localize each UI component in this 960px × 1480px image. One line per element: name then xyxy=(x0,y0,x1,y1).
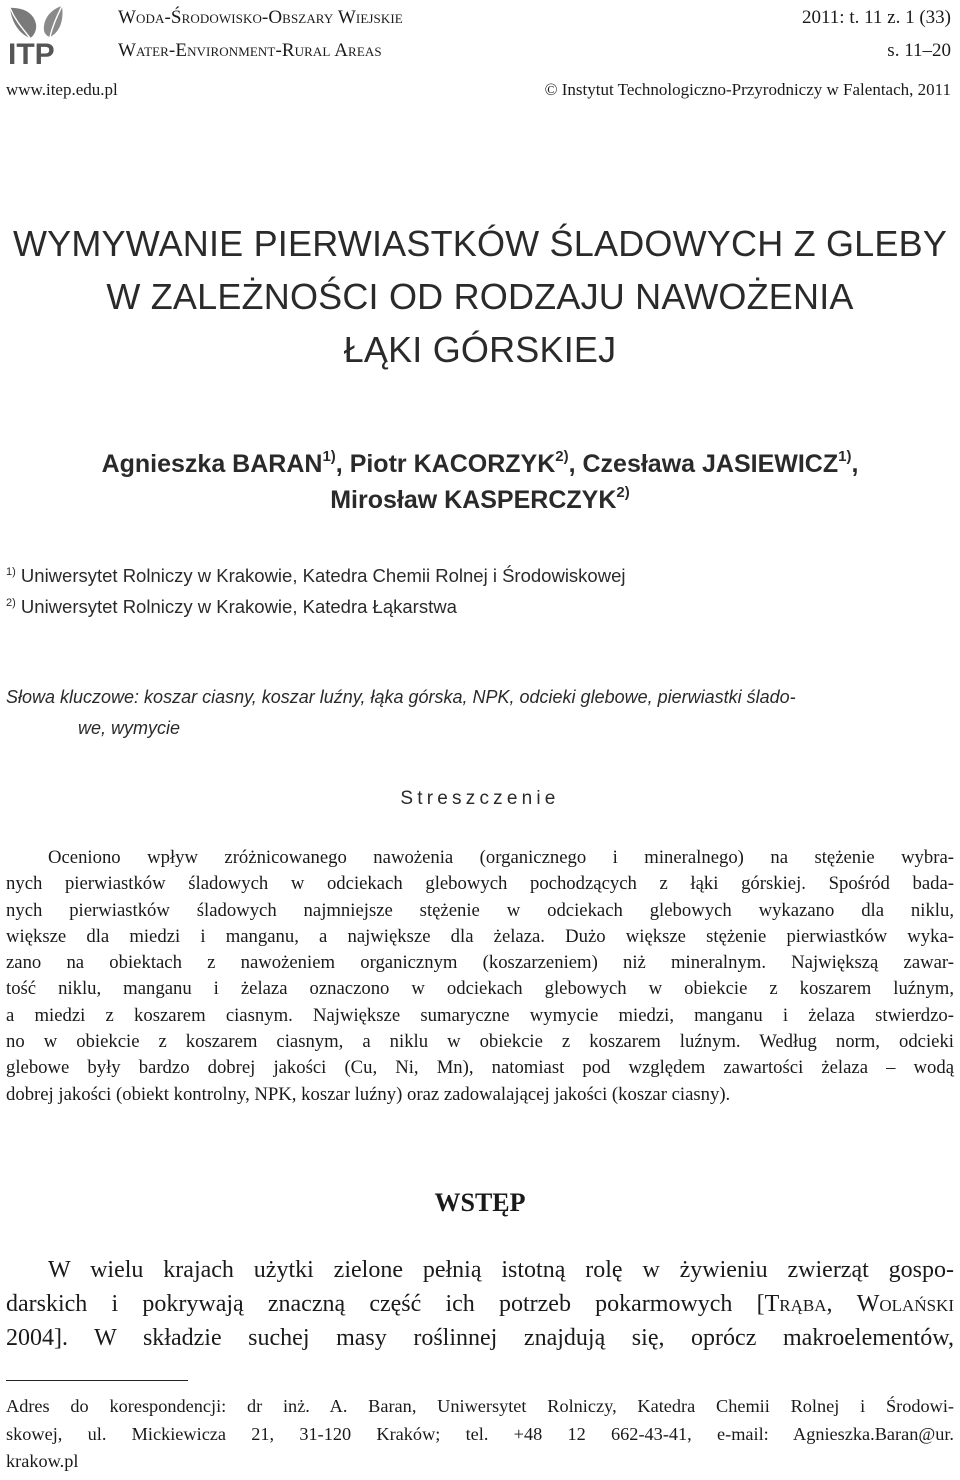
affiliation-2 xyxy=(6,591,457,623)
footnote-line: skowej, ul. Mickiewicza 21, 31-120 Kraków; tel. +48 12 662-43-41, e-mail: Agnieszka.Baran@ur. xyxy=(6,1423,954,1444)
citation-author: Trąba xyxy=(764,1291,827,1317)
author-name: Czesława JASIEWICZ xyxy=(582,450,839,478)
author-line-1: Agnieszka BARAN$^{1)}$, Piotr KACORZYK$^{2)}$, Czesława JASIEWICZ$^{1)}$, xyxy=(101,447,859,478)
author-line-2 xyxy=(0,482,960,518)
keywords-line-2: we, wymycie xyxy=(78,718,181,738)
body-line: 2004]. W składzie suchej masy roślinnej znajdują się, oprócz makroelementów, xyxy=(6,1325,954,1351)
abstract-line: dobrej jakości (obiekt kontrolny, NPK, koszar luźny) oraz zadowalającej jakości (koszar ciasny). xyxy=(6,1083,731,1105)
affiliation-1 xyxy=(6,560,625,592)
footnote-line: krakow.pl xyxy=(6,1451,79,1471)
journal-title-pl: Woda-Środowisko-Obszary Wiejskie xyxy=(118,7,403,28)
affiliation-text: Uniwersytet Rolniczy w Krakowie, Katedra Łąkarstwa xyxy=(20,596,457,617)
abstract-heading: Streszczenie xyxy=(400,788,560,809)
footnote-divider xyxy=(6,1380,188,1381)
author-list xyxy=(0,446,960,518)
abstract-line: glebowe były bardzo dobrej jakości (Cu, Ni, Mn), natomiast pod względem zawartości żelaza – wodą xyxy=(6,1057,954,1079)
author-name: Piotr KACORZYK xyxy=(349,450,556,478)
abstract-line: no w obiekcie z koszarem ciasnym, a niklu w obiekcie z koszarem luźnym. Według norm, odcieki xyxy=(6,1031,954,1053)
abstract-body xyxy=(6,845,954,1108)
abstract-line: zano na obiektach z nawożeniem organicznym (koszarzeniem) niż mineralnym. Największą zawar- xyxy=(6,952,954,974)
author-name: Mirosław KASPERCZYK xyxy=(330,486,617,514)
section-heading: WSTĘP xyxy=(434,1188,526,1217)
affiliation-mark: 2) xyxy=(616,483,630,501)
abstract-line: tość niklu, manganu i żelaza oznaczono w odciekach glebowych w obiekcie z koszarem luźnym, xyxy=(6,978,954,1000)
affiliation-mark: 2) xyxy=(6,596,16,609)
journal-issue: 2011: t. 11 z. 1 (33) xyxy=(802,7,951,28)
body-line xyxy=(6,1287,954,1321)
correspondence-footnote xyxy=(6,1393,954,1476)
body-text-run: darskich i pokrywają znaczną część ich potrzeb pokarmowych [ xyxy=(6,1291,765,1317)
affiliation-mark: 1) xyxy=(322,447,336,465)
paper-title xyxy=(0,217,960,376)
journal-title-en: Water-Environment-Rural Areas xyxy=(118,40,382,61)
abstract-line: nych pierwiastków śladowych w odciekach glebowych pochodzących z łąki górskiej. Spośród bada- xyxy=(6,873,954,895)
itp-logo xyxy=(6,4,90,68)
abstract-line: a miedzi z koszarem ciasnym. Największe sumaryczne wymycie miedzi, manganu i żelaza stwierdzo- xyxy=(6,1004,954,1026)
website-link[interactable]: www.itep.edu.pl xyxy=(6,80,118,99)
svg-text:ITP: ITP xyxy=(8,38,55,68)
affiliation-text: Uniwersytet Rolniczy w Krakowie, Katedra Chemii Rolnej i Środowiskowej xyxy=(20,565,626,586)
itp-leaf-icon xyxy=(6,4,90,68)
keywords xyxy=(6,682,954,744)
title-line-2: W ZALEŻNOŚCI OD RODZAJU NAWOŻENIA xyxy=(106,276,854,317)
affiliation-mark: 1) xyxy=(6,565,16,578)
body-text-run: , xyxy=(826,1291,857,1317)
affiliation-mark: 1) xyxy=(838,447,852,465)
title-line-3: ŁĄKI GÓRSKIEJ xyxy=(343,329,617,370)
footnote-line: Adres do korespondencji: dr inż. A. Baran, Uniwersytet Rolniczy, Katedra Chemii Rolnej i Środowi- xyxy=(6,1396,954,1416)
journal-pages: s. 11–20 xyxy=(887,40,951,61)
author-name: Agnieszka BARAN xyxy=(101,450,323,478)
affiliation-mark: 2) xyxy=(555,447,569,465)
abstract-line: większe dla miedzi i manganu, a największe dla żelaza. Dużo większe stężenie pierwiastków wyka- xyxy=(6,925,954,947)
copyright-notice: © Instytut Technologiczno-Przyrodniczy w Falentach, 2011 xyxy=(544,80,951,99)
citation-author: Wolański xyxy=(856,1291,954,1317)
abstract-line: nych pierwiastków śladowych najmniejsze stężenie w odciekach glebowych wykazano dla niklu, xyxy=(6,899,954,921)
body-line: W wielu krajach użytki zielone pełnią istotną rolę w żywieniu zwierząt gospo- xyxy=(48,1257,954,1283)
section-body xyxy=(6,1253,954,1355)
keywords-line-1: Słowa kluczowe: koszar ciasny, koszar luźny, łąka górska, NPK, odcieki glebowe, pierwiastki ślado- xyxy=(6,687,796,707)
title-line-1: WYMYWANIE PIERWIASTKÓW ŚLADOWYCH Z GLEBY xyxy=(12,223,948,264)
abstract-line: Oceniono wpływ zróżnicowanego nawożenia (organicznego i mineralnego) na stężenie wybra- xyxy=(48,847,954,868)
